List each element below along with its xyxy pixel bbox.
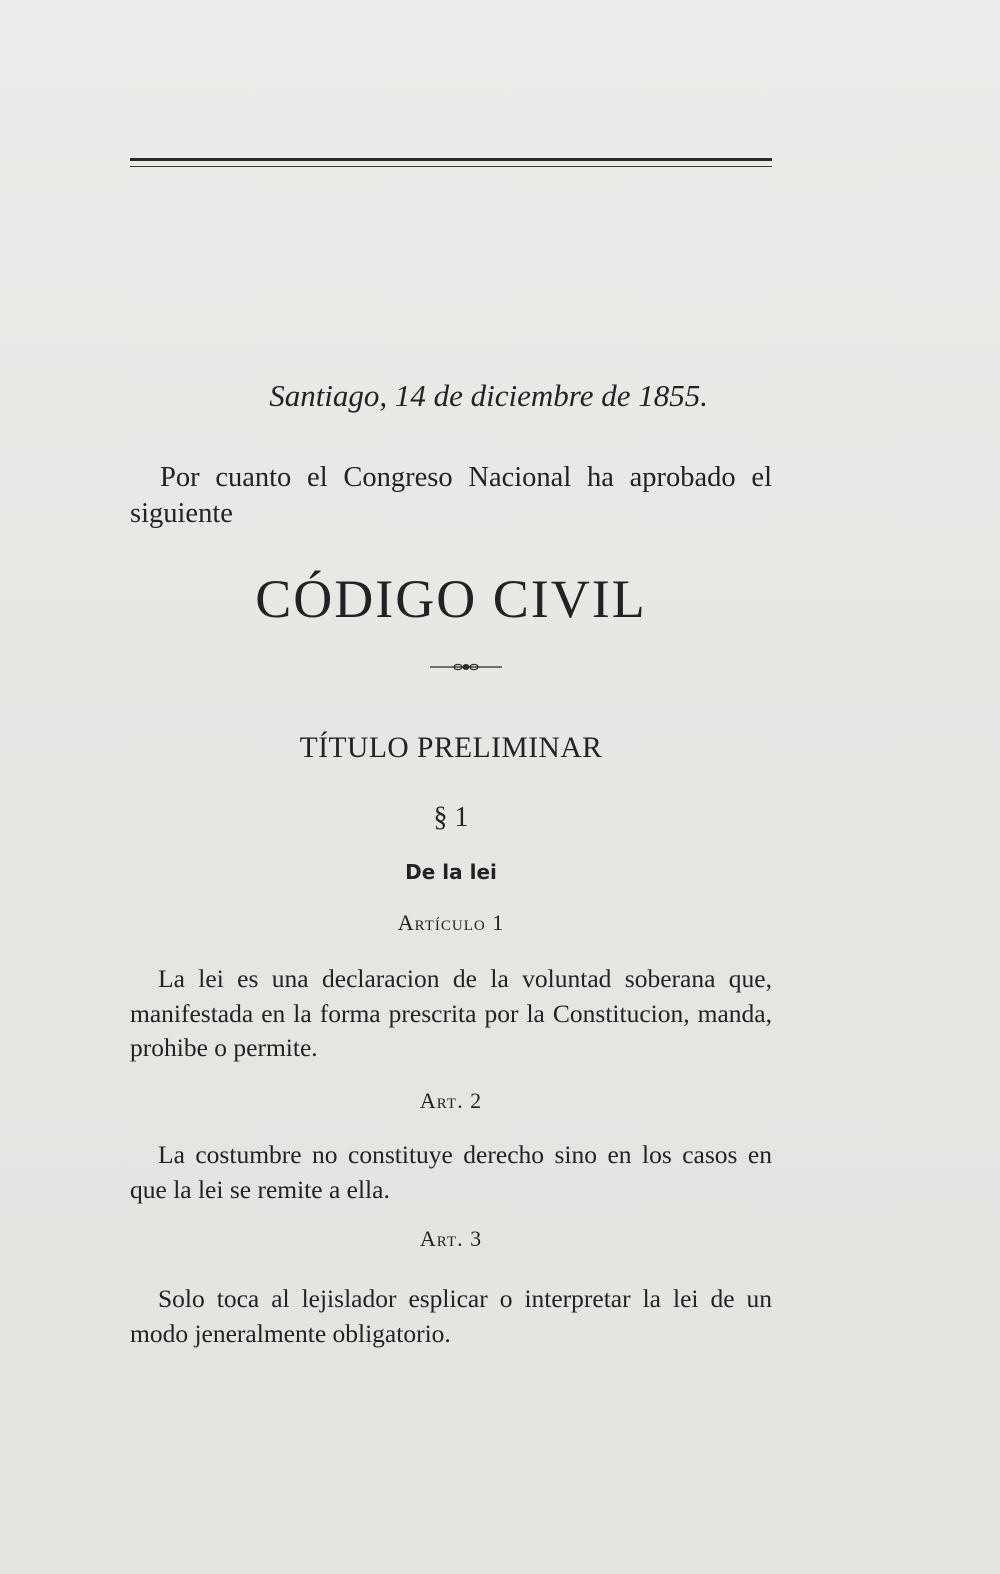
- title-preliminar: TÍTULO PRELIMINAR: [299, 732, 603, 764]
- article-3-heading: Art. 3: [419, 1226, 483, 1251]
- article-3-text: Solo toca al lejislador esplicar o interpretar la lei de un modo jeneralmente obligatorio.: [130, 1284, 772, 1348]
- article-2-text: La costumbre no constituye derecho sino en los casos en que la lei se remite a ella.: [130, 1140, 772, 1204]
- preamble-paragraph: Por cuanto el Congreso Nacional ha aprobado el siguiente: [130, 462, 772, 529]
- code-title: CÓDIGO CIVIL: [255, 569, 647, 629]
- article-1-heading: Artículo 1: [397, 910, 505, 935]
- section-number: § 1: [433, 802, 469, 833]
- dateline: Santiago, 14 de diciembre de 1855.: [269, 378, 708, 413]
- ornament-divider: [430, 660, 502, 674]
- header-rule-thin: [130, 166, 772, 167]
- article-1-text: La lei es una declaracion de la voluntad soberana que, manifestada en la forma prescrita por la Constitucion, manda, prohibe o permite.: [130, 964, 772, 1062]
- article-2-heading: Art. 2: [419, 1088, 483, 1113]
- header-rule-thick: [130, 158, 772, 161]
- section-heading: De la lei: [405, 860, 497, 884]
